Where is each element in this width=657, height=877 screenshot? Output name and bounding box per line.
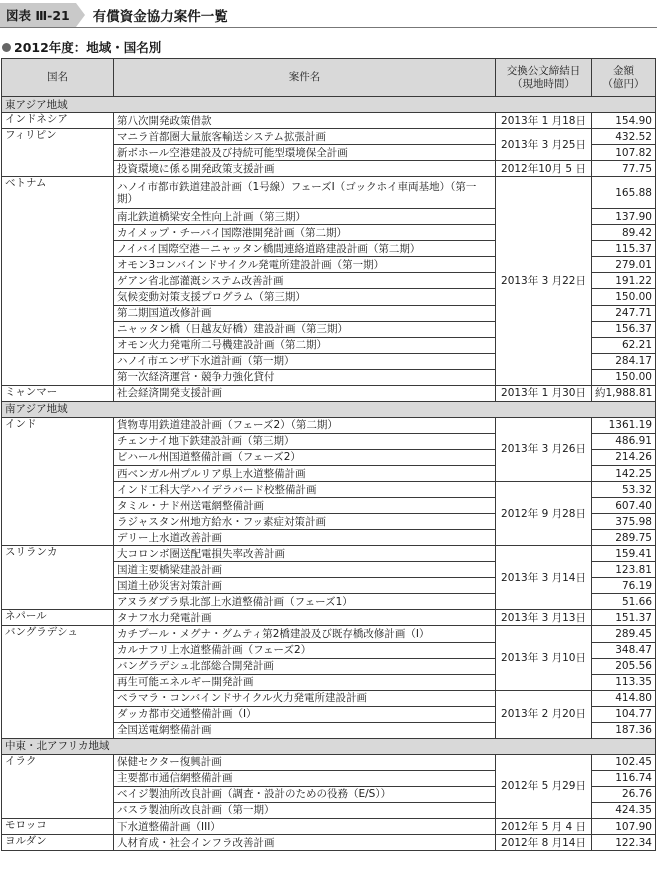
country-name: ミャンマー (2, 385, 114, 401)
project-name: 投資環境に係る開発政策支援計画 (114, 161, 496, 177)
region-name: 中東・北アフリカ地域 (2, 738, 656, 754)
project-name: アヌラダプラ県北部上水道整備計画（フェーズ1） (114, 594, 496, 610)
loan-amount: 約1,988.81 (592, 385, 656, 401)
agreement-date: 2012年 8 月14日 (496, 835, 592, 851)
table-row (2, 417, 656, 433)
loan-amount: 89.42 (592, 225, 656, 241)
agreement-date: 2012年 9 月28日 (496, 482, 592, 546)
project-name: マニラ首都圏大量旅客輸送システム拡張計画 (114, 129, 496, 145)
project-name: 人材育成・社会インフラ改善計画 (114, 835, 496, 851)
agreement-date: 2013年 1 月30日 (496, 385, 592, 401)
loan-amount: 77.75 (592, 161, 656, 177)
project-name: 大コロンボ圏送配電損失率改善計画 (114, 546, 496, 562)
project-name: カチプール・メグナ・グムティ第2橋建設及び既存橋改修計画（I） (114, 626, 496, 642)
agreement-date: 2013年 1 月18日 (496, 113, 592, 129)
country-name: イラク (2, 754, 114, 818)
loan-amount: 205.56 (592, 658, 656, 674)
project-name: 保健セクター復興計画 (114, 754, 496, 770)
project-name: 国道土砂災害対策計画 (114, 578, 496, 594)
loan-amount: 165.88 (592, 177, 656, 209)
project-name: ハノイ市エンザ下水道計画（第一期） (114, 353, 496, 369)
loan-amount: 289.45 (592, 626, 656, 642)
figure-arrow (76, 3, 85, 27)
loan-amount: 424.35 (592, 802, 656, 818)
loan-amount: 1361.19 (592, 417, 656, 433)
loan-amount: 62.21 (592, 337, 656, 353)
loan-amount: 150.00 (592, 369, 656, 385)
project-name: ゲアン省北部灌漑システム改善計画 (114, 273, 496, 289)
project-name: ニャッタン橋（日越友好橋）建設計画（第三期） (114, 321, 496, 337)
country-name: ネパール (2, 610, 114, 626)
project-name: 下水道整備計画（III） (114, 819, 496, 835)
agreement-date: 2013年 3 月14日 (496, 546, 592, 610)
agreement-date: 2012年 5 月29日 (496, 754, 592, 818)
project-name: ベラマラ・コンバインドサイクル火力発電所建設計画 (114, 690, 496, 706)
agreement-date: 2013年 3 月10日 (496, 626, 592, 690)
project-name: 主要都市通信網整備計画 (114, 770, 496, 786)
project-name: オモン3コンバインドサイクル発電所建設計画（第一期） (114, 257, 496, 273)
loan-amount: 289.75 (592, 530, 656, 546)
project-name: タナフ水力発電計画 (114, 610, 496, 626)
table-body (2, 97, 656, 851)
table-row (2, 113, 656, 129)
project-name: チェンナイ地下鉄建設計画（第三期） (114, 433, 496, 449)
agreement-date: 2013年 3 月13日 (496, 610, 592, 626)
header-project: 案件名 (114, 59, 496, 97)
project-name: ハノイ市都市鉄道建設計画（1号線）フェーズI（ゴックホイ車両基地）（第一期） (114, 177, 496, 209)
table-header-row (2, 59, 656, 97)
bullet-icon (2, 43, 11, 52)
project-name: ベイジ製油所改良計画（調査・設計のための役務（E/S）） (114, 786, 496, 802)
project-name: デリー上水道改善計画 (114, 530, 496, 546)
project-name: バスラ製油所改良計画（第一期） (114, 802, 496, 818)
region-row (2, 738, 656, 754)
agreement-date: 2013年 3 月26日 (496, 417, 592, 481)
loan-amount: 107.90 (592, 819, 656, 835)
figure-label: 図表 Ⅲ-21 (0, 3, 76, 27)
country-name: インドネシア (2, 113, 114, 129)
loan-amount: 279.01 (592, 257, 656, 273)
figure-title: 有償資金協力案件一覧 (92, 9, 228, 25)
loan-amount: 142.25 (592, 465, 656, 481)
table-row (2, 626, 656, 642)
loan-amount: 607.40 (592, 498, 656, 514)
loan-amount: 156.37 (592, 321, 656, 337)
project-name: 第一次経済運営・競争力強化貸付 (114, 369, 496, 385)
loan-amount: 107.82 (592, 145, 656, 161)
loan-amount: 348.47 (592, 642, 656, 658)
project-name: 再生可能エネルギー開発計画 (114, 674, 496, 690)
country-name: ベトナム (2, 177, 114, 386)
header-country: 国名 (2, 59, 114, 97)
loan-amount: 53.32 (592, 482, 656, 498)
loan-amount: 486.91 (592, 433, 656, 449)
loan-amount: 187.36 (592, 722, 656, 738)
loan-table (1, 58, 656, 851)
table-row (2, 610, 656, 626)
table-row (2, 385, 656, 401)
loan-amount: 247.71 (592, 305, 656, 321)
loan-amount: 26.76 (592, 786, 656, 802)
project-name: 第二期国道改修計画 (114, 305, 496, 321)
loan-amount: 51.66 (592, 594, 656, 610)
region-name: 南アジア地域 (2, 401, 656, 417)
project-name: 貨物専用鉄道建設計画（フェーズ2）（第二期） (114, 417, 496, 433)
loan-amount: 432.52 (592, 129, 656, 145)
figure-header (0, 3, 657, 28)
project-name: 全国送電網整備計画 (114, 722, 496, 738)
project-name: 気候変動対策支援プログラム（第三期） (114, 289, 496, 305)
country-name: インド (2, 417, 114, 545)
country-name: モロッコ (2, 819, 114, 835)
loan-amount: 214.26 (592, 449, 656, 465)
loan-amount: 150.00 (592, 289, 656, 305)
project-name: インド工科大学ハイデラバード校整備計画 (114, 482, 496, 498)
header-date: 交換公文締結日 （現地時間） (496, 59, 592, 97)
loan-amount: 159.41 (592, 546, 656, 562)
loan-amount: 122.34 (592, 835, 656, 851)
table-row (2, 754, 656, 770)
region-row (2, 97, 656, 113)
project-name: オモン火力発電所二号機建設計画（第二期） (114, 337, 496, 353)
table-row (2, 129, 656, 145)
country-name: スリランカ (2, 546, 114, 610)
project-name: カルナフリ上水道整備計画（フェーズ2） (114, 642, 496, 658)
loan-amount: 76.19 (592, 578, 656, 594)
agreement-date: 2012年 5 月 4 日 (496, 819, 592, 835)
table-row (2, 546, 656, 562)
table-row (2, 819, 656, 835)
loan-amount: 116.74 (592, 770, 656, 786)
loan-amount: 154.90 (592, 113, 656, 129)
project-name: ダッカ都市交通整備計画（I） (114, 706, 496, 722)
project-name: ラジャスタン州地方給水・フッ素症対策計画 (114, 514, 496, 530)
project-name: カイメップ・チーバイ国際港開発計画（第二期） (114, 225, 496, 241)
region-name: 東アジア地域 (2, 97, 656, 113)
project-name: タミル・ナド州送電網整備計画 (114, 498, 496, 514)
loan-amount: 284.17 (592, 353, 656, 369)
agreement-date: 2012年10月 5 日 (496, 161, 592, 177)
country-name: ヨルダン (2, 835, 114, 851)
subtitle-text: 2012年度：地域・国名別 (14, 40, 162, 55)
project-name: ビハール州国道整備計画（フェーズ2） (114, 449, 496, 465)
loan-amount: 115.37 (592, 241, 656, 257)
table-subtitle (2, 38, 161, 56)
project-name: 第八次開発政策借款 (114, 113, 496, 129)
project-name: 西ベンガル州プルリア県上水道整備計画 (114, 465, 496, 481)
project-name: ノイバイ国際空港－ニャッタン橋間連絡道路建設計画（第二期） (114, 241, 496, 257)
country-name: バングラデシュ (2, 626, 114, 738)
project-name: 社会経済開発支援計画 (114, 385, 496, 401)
table-row (2, 835, 656, 851)
project-name: 南北鉄道橋梁安全性向上計画（第三期） (114, 209, 496, 225)
project-name: 国道主要橋梁建設計画 (114, 562, 496, 578)
loan-amount: 375.98 (592, 514, 656, 530)
header-amount: 金額 （億円） (592, 59, 656, 97)
loan-amount: 104.77 (592, 706, 656, 722)
agreement-date: 2013年 2 月20日 (496, 690, 592, 738)
project-name: バングラデシュ北部総合開発計画 (114, 658, 496, 674)
table-row (2, 177, 656, 209)
loan-amount: 414.80 (592, 690, 656, 706)
loan-amount: 102.45 (592, 754, 656, 770)
loan-amount: 137.90 (592, 209, 656, 225)
agreement-date: 2013年 3 月25日 (496, 129, 592, 161)
agreement-date: 2013年 3 月22日 (496, 177, 592, 386)
loan-amount: 123.81 (592, 562, 656, 578)
region-row (2, 401, 656, 417)
loan-amount: 151.37 (592, 610, 656, 626)
loan-amount: 113.35 (592, 674, 656, 690)
project-name: 新ボホール空港建設及び持続可能型環境保全計画 (114, 145, 496, 161)
country-name: フィリピン (2, 129, 114, 177)
loan-amount: 191.22 (592, 273, 656, 289)
